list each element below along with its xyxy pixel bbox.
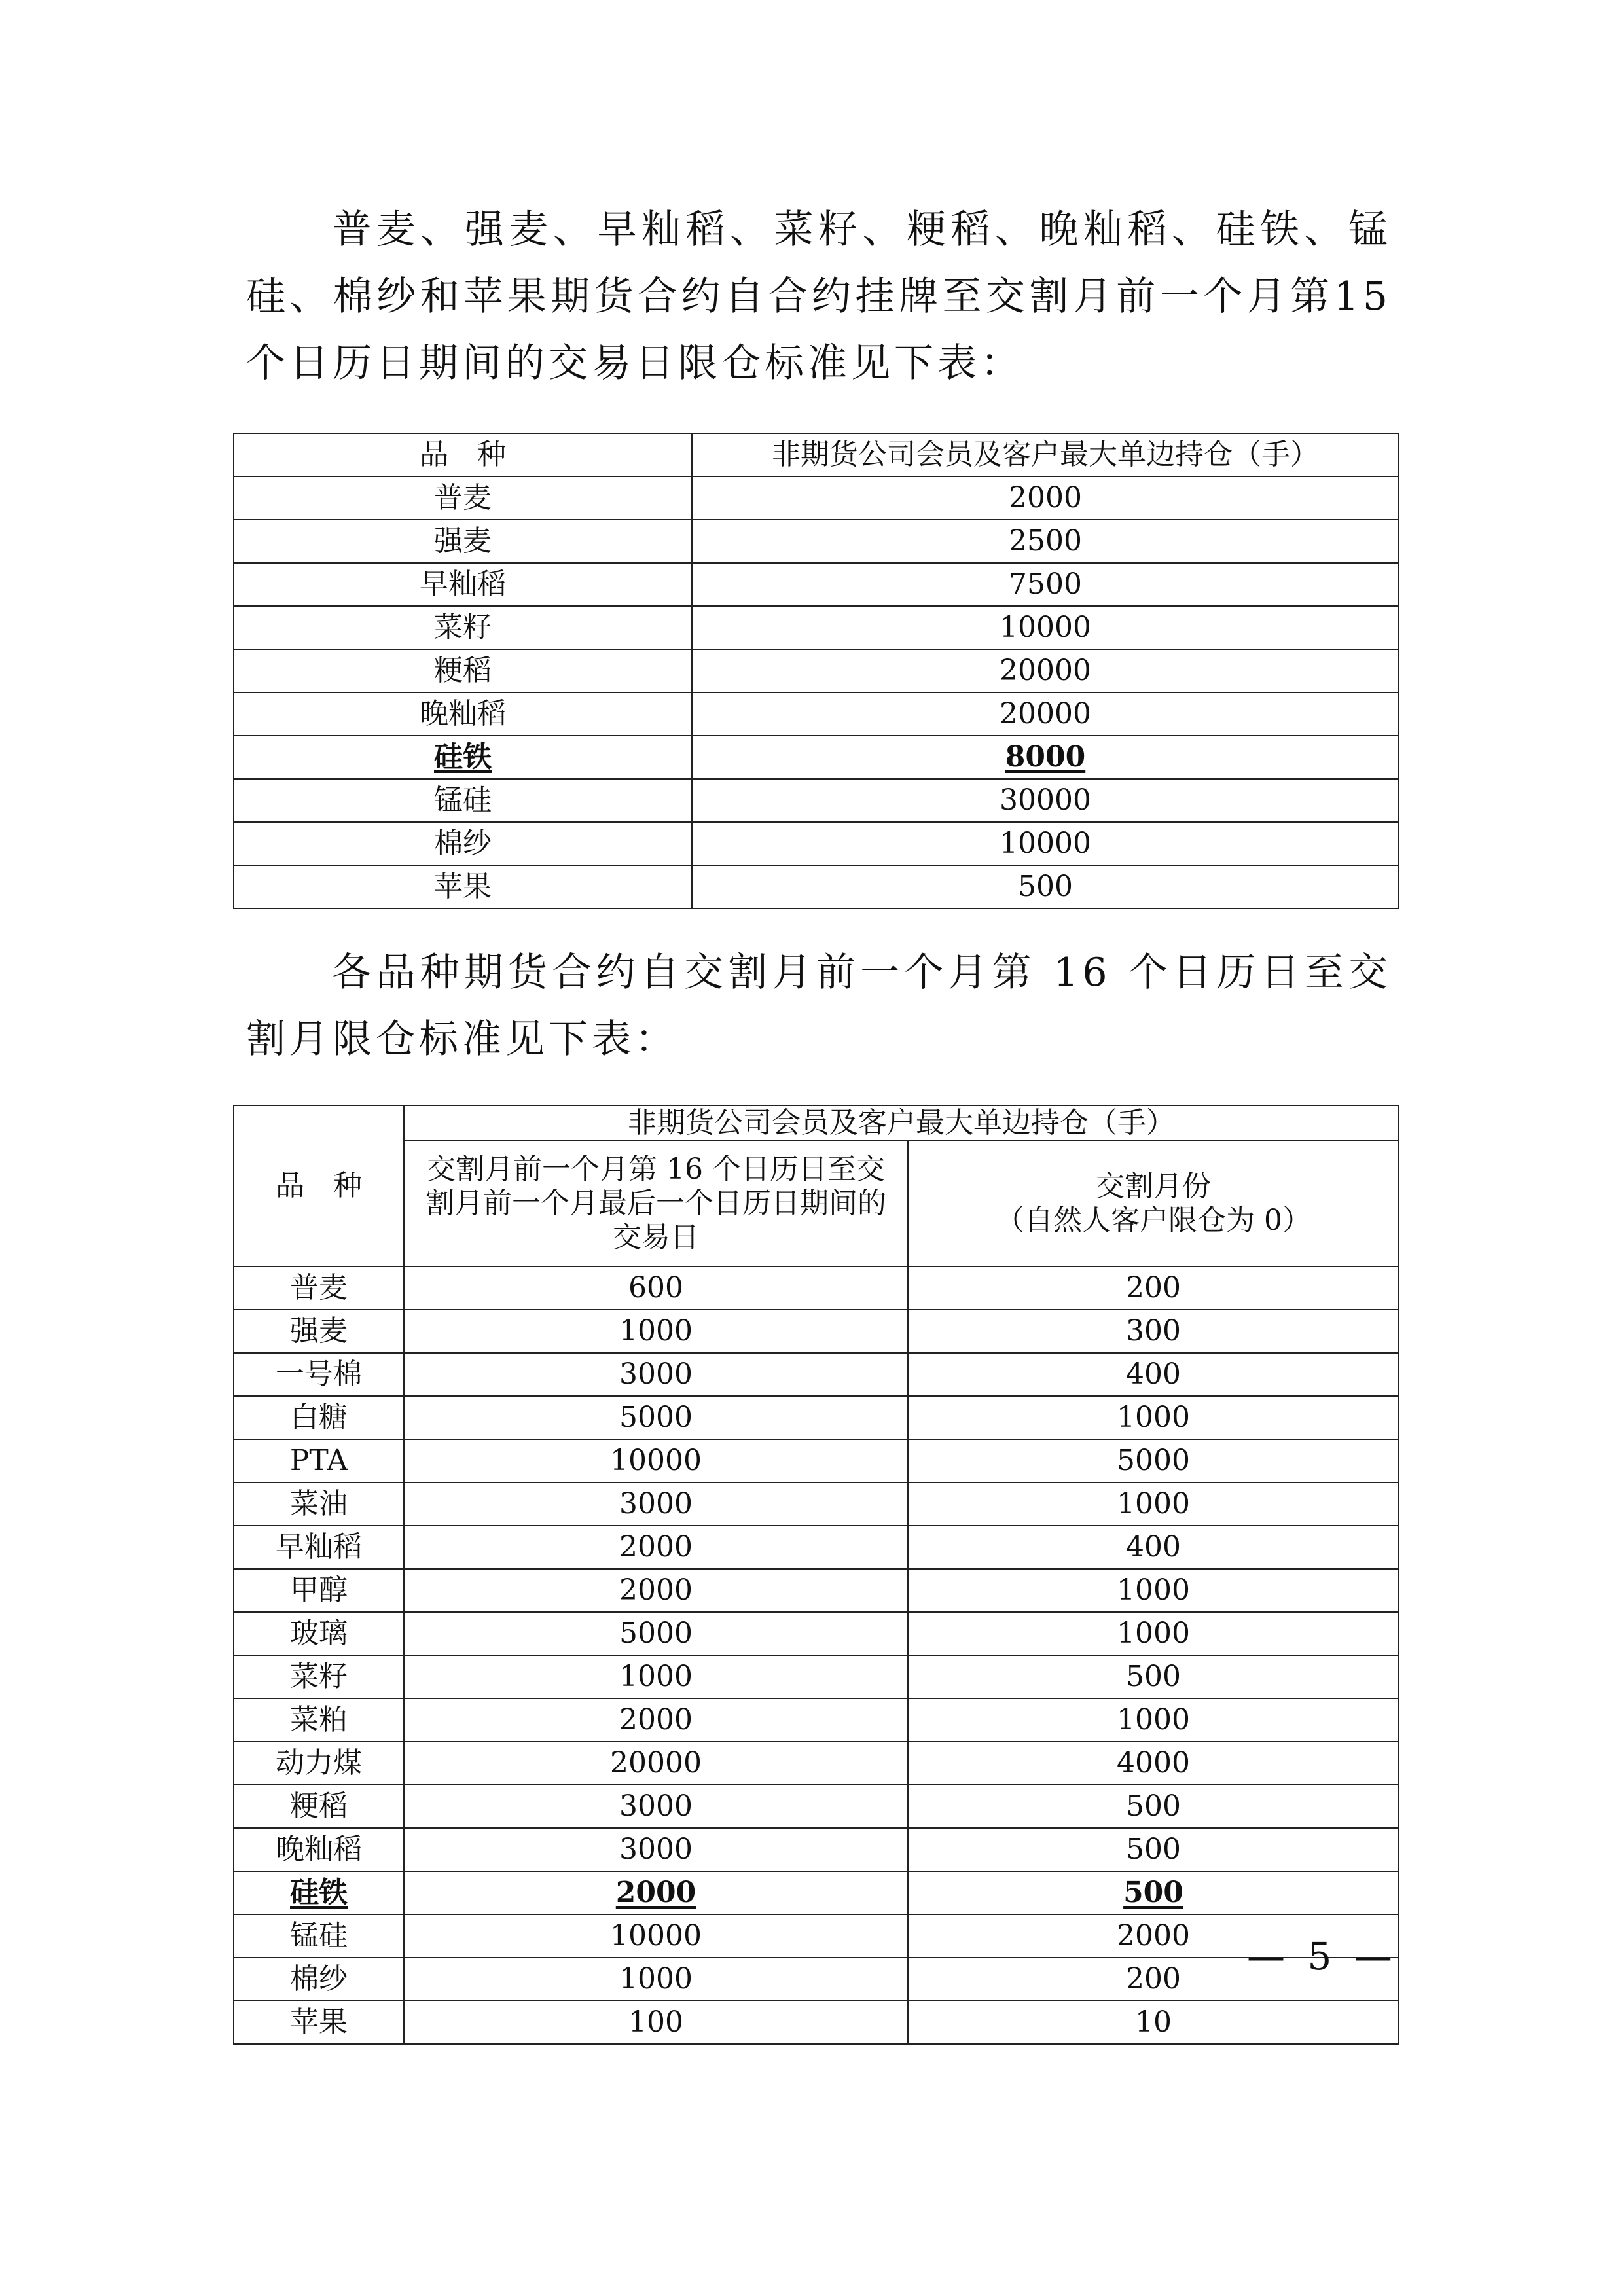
limit-a-cell: 3000 <box>404 1482 908 1526</box>
limit-b-cell: 4000 <box>908 1742 1399 1785</box>
variety-cell: 菜粕 <box>234 1698 404 1742</box>
table-row <box>234 822 1399 865</box>
variety-cell: 菜籽 <box>234 1655 404 1698</box>
header-delivery-month <box>908 1141 1399 1266</box>
variety-cell: 锰硅 <box>234 779 692 822</box>
limit-b-cell: 500 <box>908 1871 1399 1914</box>
paragraph-text: 各品种期货合约自交割月前一个月第 16 个日历日至交割月限仓标准见下表： <box>246 950 1392 1062</box>
limit-a-cell: 5000 <box>404 1396 908 1439</box>
variety-cell: 白糖 <box>234 1396 404 1439</box>
variety-cell: 强麦 <box>234 520 692 563</box>
table-row <box>234 779 1399 822</box>
limit-a-cell: 3000 <box>404 1785 908 1828</box>
table-subheader-row <box>234 1141 1399 1266</box>
table-row <box>234 1655 1399 1698</box>
variety-cell: 锰硅 <box>234 1914 404 1958</box>
table-row <box>234 1482 1399 1526</box>
limit-a-cell: 2000 <box>404 1871 908 1914</box>
table-row <box>234 476 1399 520</box>
limit-a-cell: 20000 <box>404 1742 908 1785</box>
table-row <box>234 649 1399 692</box>
limit-b-cell: 500 <box>908 1785 1399 1828</box>
variety-cell: 棉纱 <box>234 822 692 865</box>
limit-cell: 8000 <box>692 736 1399 779</box>
limit-b-cell: 500 <box>908 1655 1399 1698</box>
limit-a-cell: 1000 <box>404 1958 908 2001</box>
limit-b-cell: 1000 <box>908 1396 1399 1439</box>
table-row <box>234 1353 1399 1396</box>
table-row-highlighted <box>234 736 1399 779</box>
table-row <box>234 2001 1399 2044</box>
variety-cell: 棉纱 <box>234 1958 404 2001</box>
limit-a-cell: 3000 <box>404 1828 908 1871</box>
limit-a-cell: 1000 <box>404 1310 908 1353</box>
table-row <box>234 1612 1399 1655</box>
limit-b-cell: 1000 <box>908 1612 1399 1655</box>
position-limit-table-2 <box>233 1105 1399 2045</box>
table-row <box>234 1914 1399 1958</box>
limit-cell: 10000 <box>692 606 1399 649</box>
limit-b-cell: 400 <box>908 1526 1399 1569</box>
limit-cell: 30000 <box>692 779 1399 822</box>
paragraph-text: 普麦、强麦、早籼稻、菜籽、粳稻、晚籼稻、硅铁、锰硅、棉纱和苹果期货合约自合约挂牌至交割月前一个月第15个日历日期间的交易日限仓标准见下表： <box>246 207 1392 386</box>
limit-b-cell: 2000 <box>908 1914 1399 1958</box>
limit-cell: 2500 <box>692 520 1399 563</box>
variety-cell: 粳稻 <box>234 1785 404 1828</box>
limit-b-cell: 1000 <box>908 1569 1399 1612</box>
page-number: — 5 — <box>1247 1934 1398 1979</box>
limit-b-cell: 200 <box>908 1958 1399 2001</box>
limit-a-cell: 2000 <box>404 1569 908 1612</box>
variety-cell: 晚籼稻 <box>234 1828 404 1871</box>
limit-b-cell: 1000 <box>908 1698 1399 1742</box>
table-row <box>234 606 1399 649</box>
limit-a-cell: 10000 <box>404 1914 908 1958</box>
limit-cell: 7500 <box>692 563 1399 606</box>
variety-cell: 普麦 <box>234 1266 404 1310</box>
table-row <box>234 692 1399 736</box>
variety-cell: 苹果 <box>234 865 692 908</box>
header-variety: 品 种 <box>234 1105 404 1266</box>
table-row <box>234 1698 1399 1742</box>
variety-cell: 苹果 <box>234 2001 404 2044</box>
table-row <box>234 1439 1399 1482</box>
table-header-row <box>234 433 1399 476</box>
limit-cell: 500 <box>692 865 1399 908</box>
limit-a-cell: 5000 <box>404 1612 908 1655</box>
header-max-position: 非期货公司会员及客户最大单边持仓（手） <box>692 433 1399 476</box>
table-row <box>234 1396 1399 1439</box>
table-row <box>234 1828 1399 1871</box>
header-delivery-month-line1: 交割月份 <box>1096 1170 1211 1203</box>
variety-cell: 晚籼稻 <box>234 692 692 736</box>
limit-b-cell: 400 <box>908 1353 1399 1396</box>
variety-cell: 菜籽 <box>234 606 692 649</box>
table-row <box>234 1958 1399 2001</box>
header-delivery-month-line2: （自然人客户限仓为 0） <box>996 1204 1311 1237</box>
variety-cell: PTA <box>234 1439 404 1482</box>
limit-cell: 2000 <box>692 476 1399 520</box>
limit-cell: 20000 <box>692 649 1399 692</box>
limit-b-cell: 1000 <box>908 1482 1399 1526</box>
table-row-highlighted <box>234 1871 1399 1914</box>
variety-cell: 硅铁 <box>234 736 692 779</box>
limit-a-cell: 100 <box>404 2001 908 2044</box>
table-row <box>234 865 1399 908</box>
variety-cell: 粳稻 <box>234 649 692 692</box>
paragraph-intro-table1 <box>246 196 1392 397</box>
table-row <box>234 563 1399 606</box>
limit-b-cell: 10 <box>908 2001 1399 2044</box>
variety-cell: 一号棉 <box>234 1353 404 1396</box>
limit-a-cell: 2000 <box>404 1698 908 1742</box>
table-row <box>234 1742 1399 1785</box>
limit-b-cell: 300 <box>908 1310 1399 1353</box>
limit-cell: 10000 <box>692 822 1399 865</box>
table-row <box>234 1569 1399 1612</box>
table-row <box>234 1785 1399 1828</box>
limit-a-cell: 10000 <box>404 1439 908 1482</box>
limit-a-cell: 600 <box>404 1266 908 1310</box>
limit-a-cell: 3000 <box>404 1353 908 1396</box>
limit-cell: 20000 <box>692 692 1399 736</box>
paragraph-intro-table2 <box>246 939 1392 1073</box>
limit-a-cell: 2000 <box>404 1526 908 1569</box>
header-variety: 品 种 <box>234 433 692 476</box>
limit-b-cell: 500 <box>908 1828 1399 1871</box>
variety-cell: 普麦 <box>234 476 692 520</box>
variety-cell: 早籼稻 <box>234 1526 404 1569</box>
header-before-delivery-month: 交割月前一个月第 16 个日历日至交割月前一个月最后一个日历日期间的交易日 <box>404 1141 908 1266</box>
limit-b-cell: 200 <box>908 1266 1399 1310</box>
table-row <box>234 1266 1399 1310</box>
limit-a-cell: 1000 <box>404 1655 908 1698</box>
table-header-row <box>234 1105 1399 1141</box>
header-max-position-group: 非期货公司会员及客户最大单边持仓（手） <box>404 1105 1399 1141</box>
variety-cell: 甲醇 <box>234 1569 404 1612</box>
variety-cell: 玻璃 <box>234 1612 404 1655</box>
position-limit-table-1 <box>233 433 1399 909</box>
variety-cell: 硅铁 <box>234 1871 404 1914</box>
table-row <box>234 1526 1399 1569</box>
variety-cell: 动力煤 <box>234 1742 404 1785</box>
variety-cell: 早籼稻 <box>234 563 692 606</box>
variety-cell: 菜油 <box>234 1482 404 1526</box>
variety-cell: 强麦 <box>234 1310 404 1353</box>
table-row <box>234 1310 1399 1353</box>
table-row <box>234 520 1399 563</box>
limit-b-cell: 5000 <box>908 1439 1399 1482</box>
